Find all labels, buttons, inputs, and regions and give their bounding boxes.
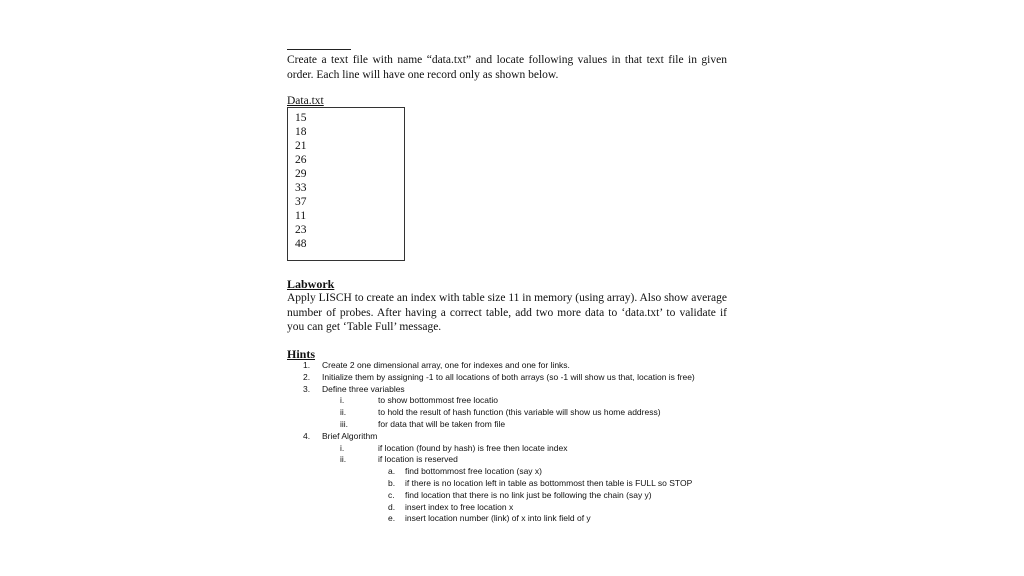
hint-step-text: find bottommost free location (say x)	[405, 466, 543, 477]
hint-text: Define three variables	[322, 383, 405, 394]
hint-step-text: insert index to free location x	[405, 501, 514, 512]
hint-step-letter: a.	[388, 466, 396, 477]
hint-step-letter: e.	[388, 513, 396, 524]
hints-list	[287, 360, 727, 525]
hint-subnumber: ii.	[340, 407, 347, 418]
hint-text: Initialize them by assigning -1 to all locations of both arrays (so -1 will show us that, location is free)	[322, 371, 695, 382]
hint-number: 3.	[303, 383, 311, 394]
hint-step-letter: d.	[388, 501, 396, 512]
data-value: 21	[295, 140, 307, 152]
hint-subnumber: i.	[340, 442, 345, 453]
hint-step-letter: b.	[388, 477, 396, 488]
hint-step-letter: c.	[388, 489, 395, 500]
hint-subnumber: ii.	[340, 454, 347, 465]
hint-subtext: to show bottommost free locatio	[378, 395, 499, 406]
hint-subitem	[287, 454, 727, 466]
hint-step-text: insert location number (link) of x into link field of y	[405, 513, 591, 524]
hint-subtext: if location is reserved	[378, 454, 458, 465]
hints-heading: Hints	[287, 347, 316, 361]
hint-number: 2.	[303, 371, 311, 382]
hint-subtext: to hold the result of hash function (this variable will show us home address)	[378, 407, 661, 418]
data-value: 18	[295, 126, 307, 138]
data-value: 15	[295, 112, 307, 124]
hint-item	[287, 372, 727, 384]
hint-text: Create 2 one dimensional array, one for indexes and one for links.	[322, 360, 570, 370]
hint-subtext: if location (found by hash) is free then locate index	[378, 442, 568, 453]
hint-step	[287, 502, 727, 514]
data-value: 11	[295, 210, 307, 222]
hint-step-text: if there is no location left in table as bottommost then table is FULL so STOP	[405, 477, 693, 488]
hint-item	[287, 360, 727, 372]
data-value: 29	[295, 168, 307, 180]
data-value: 37	[295, 196, 307, 208]
hint-step	[287, 490, 727, 502]
hint-subitem	[287, 395, 727, 407]
top-rule	[287, 49, 351, 50]
hint-number: 1.	[303, 360, 311, 370]
data-value: 48	[295, 238, 307, 250]
labwork-paragraph: Apply LISCH to create an index with table size 11 in memory (using array). Also show average number of probes. After having a correct table, add two more data to ‘data.txt’ to validate if you can get ‘Table Full’ message.	[287, 292, 727, 333]
data-value: 33	[295, 182, 307, 194]
data-file-box	[287, 107, 405, 261]
data-value: 23	[295, 224, 307, 236]
hint-number: 4.	[303, 430, 311, 441]
hint-item	[287, 431, 727, 443]
hint-subitem	[287, 443, 727, 455]
intro-paragraph: Create a text file with name “data.txt” and locate following values in that text file in given order. Each line will have one record only as shown below.	[287, 54, 727, 81]
data-file-label: Data.txt	[287, 95, 324, 107]
labwork-heading: Labwork	[287, 277, 335, 291]
hint-subitem	[287, 407, 727, 419]
hint-step	[287, 513, 727, 525]
hint-step	[287, 466, 727, 478]
hint-subtext: for data that will be taken from file	[378, 418, 506, 429]
hint-subnumber: iii.	[340, 418, 349, 429]
hint-item	[287, 384, 727, 396]
hint-step	[287, 478, 727, 490]
hint-text: Brief Algorithm	[322, 430, 378, 441]
data-value: 26	[295, 154, 307, 166]
hint-step-text: find location that there is no link just be following the chain (say y)	[405, 489, 652, 500]
hint-subnumber: i.	[340, 395, 345, 406]
hint-subitem	[287, 419, 727, 431]
